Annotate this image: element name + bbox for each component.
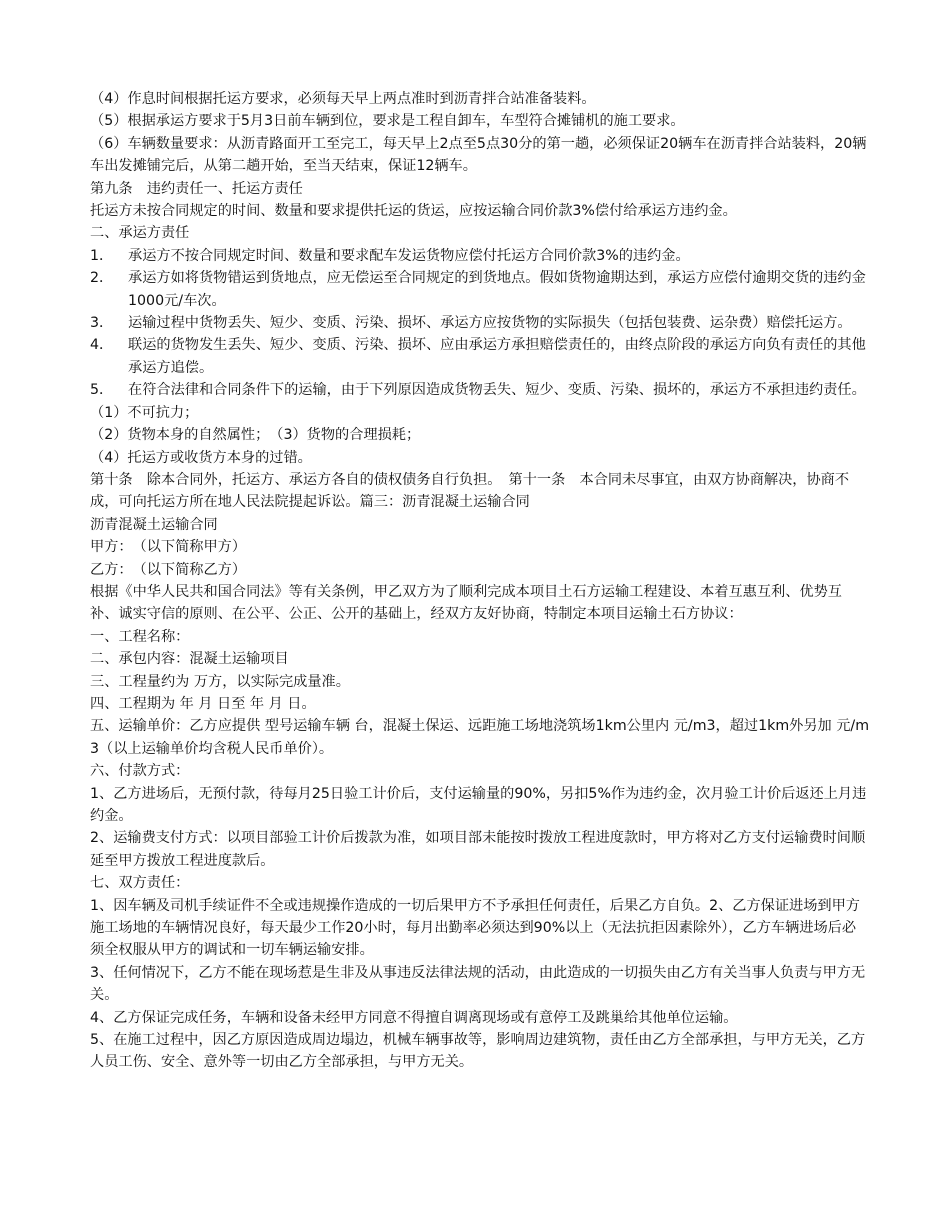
shipper-liability-text: 托运方未按合同规定的时间、数量和要求提供托运的货运，应按运输合同价款3%偿付给承运方违约金。 [90, 203, 737, 220]
clause-work-hours: （4）作息时间根据托运方要求，必须每天早上两点准时到沥青拌合站准备装料。 [90, 91, 596, 107]
exemption-goods-nature: （2）货物本身的自然属性； （3）货物的合理损耗； [90, 427, 421, 444]
article-9-heading: 第九条 违约责任一、托运方责任 [90, 180, 303, 197]
item-text: 承运方不按合同规定时间、数量和要求配车发运货物应偿付托运方合同价款3%的违约金。 [128, 247, 690, 264]
section-payment-heading: 六、付款方式： [90, 763, 190, 780]
section-scope: 二、承包内容：混凝土运输项目 [90, 651, 289, 668]
section-unit-price: 五、运输单价：乙方应提供 型号运输车辆 台，混凝土保运、远距施工场地浇筑场1km公里内 元/m3，超过1km外另加 元/m3（以上运输单价均含税人民币单价）。 [90, 718, 870, 757]
party-a-line: 甲方： （以下简称甲方） [90, 539, 247, 556]
responsibility-item-5: 5、在施工过程中，因乙方原因造成周边塌边，机械车辆事故等，影响周边建筑物，责任由乙方全部承担，与甲方无关，乙方人员工伤、安全、意外等一切由乙方全部承担，与甲方无关。 [90, 1032, 866, 1071]
item-number: 2． [90, 270, 114, 287]
party-b-line: 乙方： （以下简称乙方） [90, 561, 247, 578]
numbered-item [90, 267, 870, 312]
payment-item-1: 1、乙方进场后，无预付款，待每月25日验工计价后，支付运输量的90%，另扣5%作为违约金，次月验工计价后返还上月违约金。 [90, 785, 867, 824]
section-quantity: 三、工程量约为 万方，以实际完成量准。 [90, 673, 350, 690]
contract-title: 沥青混凝土运输合同 [90, 516, 218, 533]
responsibility-item-4: 4、乙方保证完成任务，车辆和设备未经甲方同意不得擅自调离现场或有意停工及跳巢给其他单位运输。 [90, 1009, 738, 1026]
responsibility-item-3: 3、任何情况下，乙方不能在现场惹是生非及从事违反法律法规的活动，由此造成的一切损失由乙方有关当事人负责与甲方无关。 [90, 964, 866, 1004]
exemption-force-majeure: （1）不可抗力； [90, 404, 199, 421]
section-project-name: 一、工程名称： [90, 628, 190, 645]
numbered-item [90, 312, 870, 334]
item-text: 联运的货物发生丢失、短少、变质、污染、损坏、应由承运方承担赔偿责任的，由终点阶段的承运方向负有责任的其他承运方追偿。 [128, 337, 866, 376]
item-text: 在符合法律和合同条件下的运输，由于下列原因造成货物丢失、短少、变质、污染、损坏的，承运方不承担违约责任。 [128, 382, 866, 399]
payment-item-2: 2、运输费支付方式：以项目部验工计价后拨款为准，如项目部未能按时拨放工程进度款时，甲方将对乙方支付运输费时间顺延至甲方拨放工程进度款后。 [90, 830, 866, 869]
item-number: 4． [90, 337, 114, 354]
numbered-item [90, 334, 870, 379]
section-responsibility-heading: 七、双方责任： [90, 875, 190, 892]
item-text: 运输过程中货物丢失、短少、变质、污染、损坏、承运方应按货物的实际损失（包括包装费、运杂费）赔偿托运方。 [128, 315, 852, 332]
item-text: 承运方如将货物错运到货地点，应无偿运至合同规定的到货地点。假如货物逾期达到，承运方应偿付逾期交货的违约金1000元/车次。 [128, 270, 866, 309]
preamble-text: 根据《中华人民共和国合同法》等有关条例，甲乙双方为了顺利完成本项目土石方运输工程建设、本着互惠互利、优势互补、诚实守信的原则、在公平、公正、公开的基础上，经双方友好协商，特制定本项目运输土石方协议： [90, 583, 842, 623]
articles-10-11-text: 第十条 除本合同外，托运方、承运方各自的债权债务自行负担。 第十一条 本合同未尽事宜，由双方协商解决，协商不成，可向托运方所在地人民法院提起诉讼。篇三：沥青混凝土运输合同 [90, 471, 850, 511]
item-number: 5． [90, 382, 114, 399]
item-number: 1． [90, 247, 114, 264]
clause-vehicle-count: （6）车辆数量要求：从沥青路面开工至完工，每天早上2点至5点30分的第一趟，必须保证20辆车在沥青拌合站装料，20辆车出发摊铺完后，从第二趟开始，至当天结束，保证12辆车。 [90, 135, 867, 175]
carrier-liability-heading: 二、承运方责任 [90, 225, 190, 242]
clause-vehicle-arrival: （5）根据承运方要求于5月3日前车辆到位，要求是工程自卸车，车型符合摊铺机的施工要求。 [90, 113, 685, 130]
item-number: 3． [90, 315, 114, 332]
numbered-item [90, 245, 870, 267]
exemption-party-fault: （4）托运方或收货方本身的过错。 [90, 449, 312, 466]
section-period: 四、工程期为 年 月 日至 年 月 日。 [90, 695, 316, 712]
responsibility-item-1-2: 1、因车辆及司机手续证件不全或违规操作造成的一切后果甲方不予承担任何责任，后果乙方自负。2、乙方保证进场到甲方施工场地的车辆情况良好，每天最少工作20小时，每月出勤率必须达到90%以上（无法抗拒因素除外），乙方车辆进场后必须全权服从甲方的调试和一切车辆运输安排。 [90, 897, 860, 959]
numbered-item [90, 379, 870, 401]
